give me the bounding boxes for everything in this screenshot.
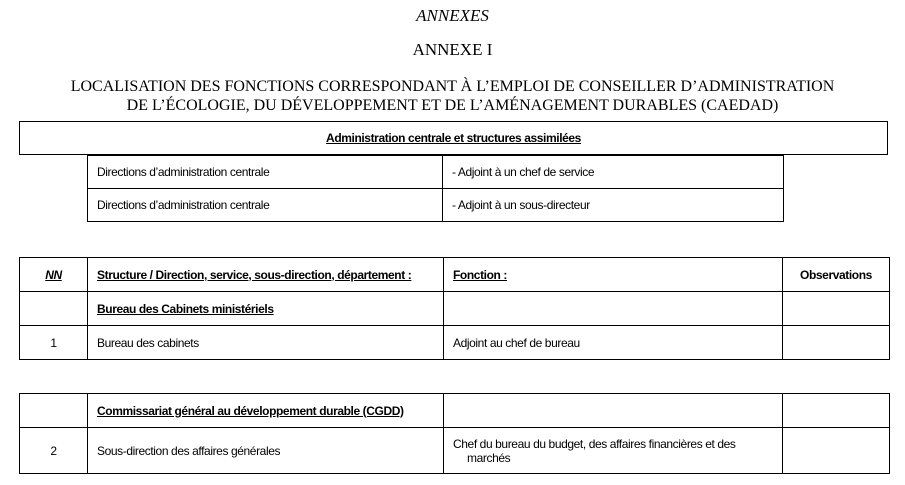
fonction-cell: - Adjoint à un chef de service <box>443 156 784 189</box>
fonction-cell <box>444 292 783 326</box>
section-row <box>20 394 890 428</box>
observations-cell <box>783 428 890 474</box>
document-title-line-2: DE L’ÉCOLOGIE, DU DÉVELOPPEMENT ET DE L’AMÉNAGEMENT DURABLES (CAEDAD) <box>126 97 779 114</box>
central-administration-heading: Administration centrale et structures assimilées <box>326 131 581 145</box>
observations-cell <box>783 394 890 428</box>
observations-header: Observations <box>783 258 890 292</box>
fonction-cell: Adjoint au chef de bureau <box>444 326 783 360</box>
table-row <box>88 156 784 189</box>
nn-cell <box>20 394 88 428</box>
table-row <box>88 189 784 222</box>
nn-cell: 2 <box>20 428 88 474</box>
central-directions-table <box>87 155 784 222</box>
structure-cell: Sous-direction des affaires générales <box>88 428 444 474</box>
structure-cell: Directions d’administration centrale <box>88 189 443 222</box>
table-header-row <box>20 258 890 292</box>
functions-table <box>19 257 890 360</box>
document-title <box>0 77 905 115</box>
fonction-header: Fonction : <box>444 258 783 292</box>
observations-cell <box>783 292 890 326</box>
annexes-heading: ANNEXES <box>416 6 489 25</box>
nn-cell: 1 <box>20 326 88 360</box>
document-title-line-1: LOCALISATION DES FONCTIONS CORRESPONDANT À L’EMPLOI DE CONSEILLER D’ADMINISTRATION <box>70 78 835 95</box>
fonction-cell <box>444 428 783 474</box>
central-administration-heading-box <box>19 121 888 155</box>
cgdd-table <box>19 393 890 474</box>
annexe-title: ANNEXE I <box>412 40 493 59</box>
table-row <box>20 326 890 360</box>
nn-cell <box>20 292 88 326</box>
nn-header: NN <box>20 258 88 292</box>
section-title-cell: Commissariat général au développement durable (CGDD) <box>88 394 444 428</box>
fonction-cell: - Adjoint à un sous-directeur <box>443 189 784 222</box>
section-title-cell: Bureau des Cabinets ministériels <box>88 292 444 326</box>
structure-cell: Directions d’administration centrale <box>88 156 443 189</box>
structure-header: Structure / Direction, service, sous-direction, département : <box>88 258 444 292</box>
fonction-line-1: Chef du bureau du budget, des affaires financières et des <box>453 436 736 451</box>
structure-cell: Bureau des cabinets <box>88 326 444 360</box>
table-row <box>20 428 890 474</box>
observations-cell <box>783 326 890 360</box>
fonction-cell <box>444 394 783 428</box>
fonction-line-2: marchés <box>467 450 511 465</box>
section-row <box>20 292 890 326</box>
